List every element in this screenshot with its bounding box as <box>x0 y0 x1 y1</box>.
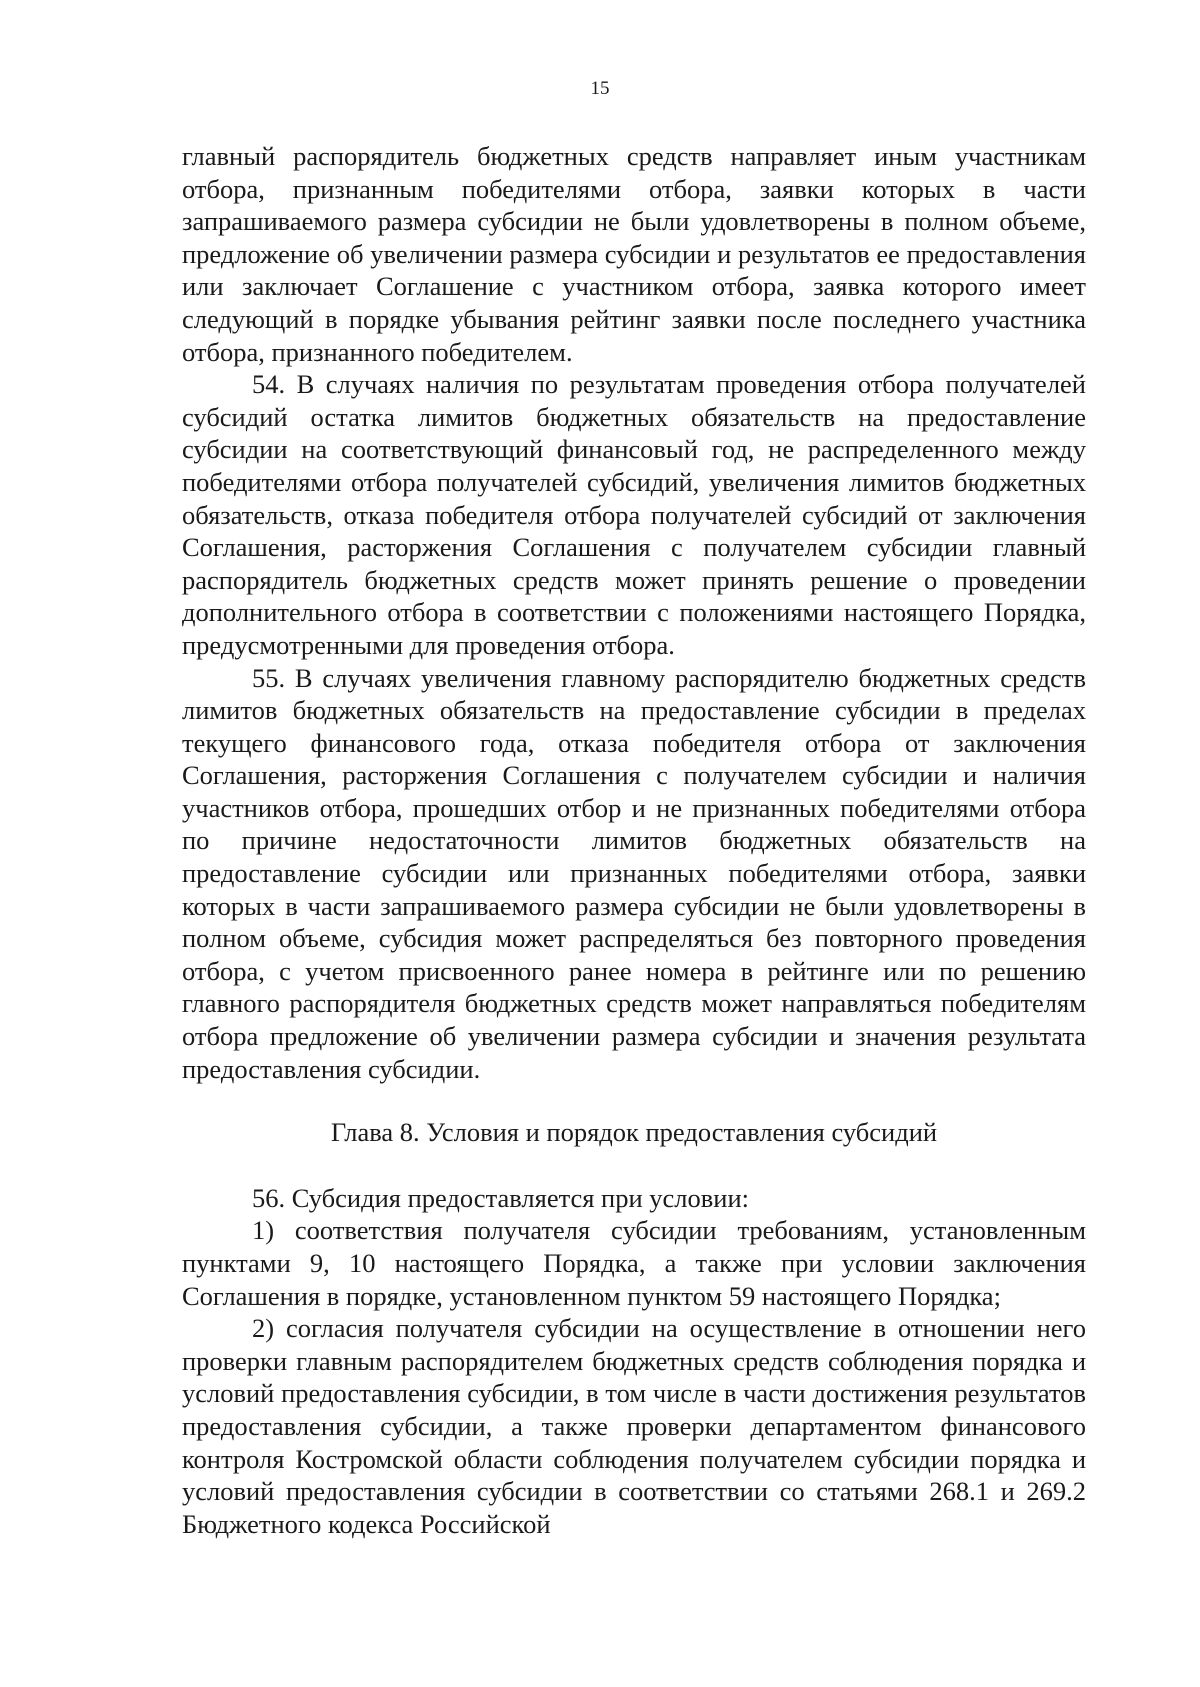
paragraph-54: 54. В случаях наличия по результатам проведения отбора получателей субсидий остатка лимитов бюджетных обязательств на предоставление субсидии на соответствующий финансовый год, не распределенного между победителями отбора получателей субсидий, увеличения лимитов бюджетных обязательств, отказа победителя отбора получателей субсидий от заключения Соглашения, расторжения Соглашения с получателем субсидии главный распорядитель бюджетных средств может принять решение о проведении дополнительного отбора в соответствии с положениями настоящего Порядка, предусмотренными для проведения отбора. <box>182 369 1086 660</box>
paragraph-56: 56. Субсидия предоставляется при условии: <box>252 1182 750 1213</box>
document-body <box>182 140 1086 1540</box>
page-number: 15 <box>590 78 610 99</box>
paragraph-56-item-1: 1) соответствия получателя субсидии требованиям, установленным пунктами 9, 10 настоящего Порядка, а также при условии заключения Соглашения в порядке, установленном пунктом 59 настоящего Порядка; <box>182 1215 1086 1311</box>
paragraph-56-item-2: 2) согласия получателя субсидии на осуществление в отношении него проверки главным распорядителем бюджетных средств соблюдения порядка и условий предоставления субсидии, в том числе в части достижения результатов предоставления субсидии, а также проверки департаментом финансового контроля Костромской области соблюдения получателем субсидии порядка и условий предоставления субсидии в соответствии со статьями 268.1 и 269.2 Бюджетного кодекса Российской <box>182 1313 1086 1539</box>
chapter-heading: Глава 8. Условия и порядок предоставления субсидий <box>330 1117 938 1148</box>
paragraph-continuation: главный распорядитель бюджетных средств направляет иным участникам отбора, признанным победителями отбора, заявки которых в части запрашиваемого размера субсидии не были удовлетворены в полном объеме, предложение об увеличении размера субсидии и результатов ее предоставления или заключает Соглашение с участником отбора, заявка которого имеет следующий в порядке убывания рейтинг заявки после последнего участника отбора, признанного победителем. <box>182 141 1086 367</box>
paragraph-55: 55. В случаях увеличения главному распорядителю бюджетных средств лимитов бюджетных обязательств на предоставление субсидии в пределах текущего финансового года, отказа победителя отбора от заключения Соглашения, расторжения Соглашения с получателем субсидии и наличия участников отбора, прошедших отбор и не признанных победителями отбора по причине недостаточности лимитов бюджетных обязательств на предоставление субсидии или признанных победителями отбора, заявки которых в части запрашиваемого размера субсидии не были удовлетворены в полном объеме, субсидия может распределяться без повторного проведения отбора, с учетом присвоенного ранее номера в рейтинге или по решению главного распорядителя бюджетных средств может направляться победителям отбора предложение об увеличении размера субсидии и значения результата предоставления субсидии. <box>182 662 1086 1084</box>
